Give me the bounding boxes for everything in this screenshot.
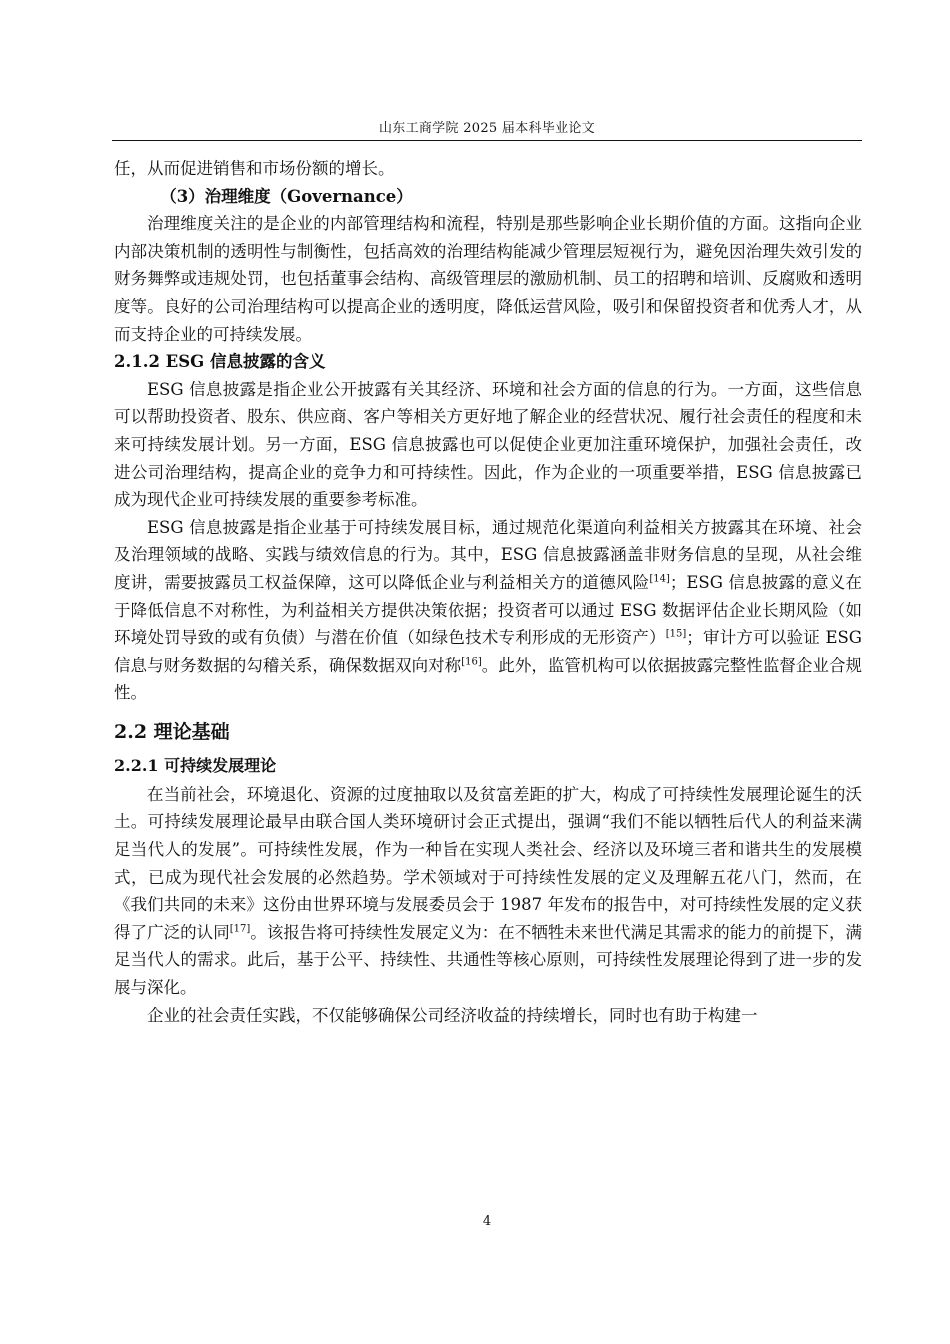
body-content: [114, 155, 862, 1029]
paragraph-sustainability-theory: [114, 781, 862, 1002]
text-segment: ；ESG 信息披露的意义在于降低信息不对称性，为利益相关方提供决策依据；投资者可以通过 ESG 数据评估企业长期风险（如环境处罚导致的或有负债）与潜在价值（如绿色技术专利形成的无形资产）: [114, 572, 863, 648]
header-rule: [112, 140, 862, 141]
citation-ref: [16]: [461, 656, 482, 668]
text-segment: ；审计方可以验证 ESG 信息与财务数据的勾稽关系，确保数据双向对称: [114, 628, 862, 675]
governance-subheading: （3）治理维度（Governance）: [160, 186, 413, 206]
citation-ref: [15]: [665, 628, 687, 640]
paragraph-esg-disclosure-1: ESG 信息披露是指企业公开披露有关其经济、环境和社会方面的信息的行为。一方面，这些信息可以帮助投资者、股东、供应商、客户等相关方更好地了解企业的经营状况、履行社会责任的程度和未来可持续发展计划。另一方面，ESG 信息披露也可以促使企业更加注重环境保护，加强社会责任，改进公司治理结构，提高企业的竞争力和可持续性。因此，作为企业的一项重要举措，ESG 信息披露已成为现代企业可持续发展的重要参考标准。: [114, 379, 862, 510]
text-segment: 在当前社会，环境退化、资源的过度抽取以及贫富差距的扩大，构成了可持续性发展理论诞生的沃土。可持续发展理论最早由联合国人类环境研讨会正式提出，强调“我们不能以牺牲后代人的利益来满足当代人的发展”。可持续性发展，作为一种旨在实现人类社会、经济以及环境三者和谐共生的发展模式，已成为现代社会发展的必然趋势。学术领域对于可持续性发展的定义及理解五花八门，然而，在《我们共同的未来》这份由世界环境与发展委员会于 1987 年发布的报告中，对可持续性发展的定义获得了广泛的认同: [114, 784, 862, 942]
citation-ref: [17]: [229, 923, 251, 935]
paragraph-governance: 治理维度关注的是企业的内部管理结构和流程，特别是那些影响企业长期价值的方面。这指向企业内部决策机制的透明性与制衡性，包括高效的治理结构能减少管理层短视行为，避免因治理失效引发的财务舞弊或违规处罚，也包括董事会结构、高级管理层的激励机制、员工的招聘和培训、反腐败和透明度等。良好的公司治理结构可以提高企业的透明度，降低运营风险，吸引和保留投资者和优秀人才，从而支持企业的可持续发展。: [114, 214, 862, 344]
text-segment: 。该报告将可持续性发展定义为：在不牺牲未来世代满足其需求的能力的前提下，满足当代人的需求。此后，基于公平、持续性、共通性等核心原则，可持续性发展理论得到了进一步的发展与深化。: [114, 922, 863, 998]
paragraph-csr-practice: 企业的社会责任实践，不仅能够确保公司经济收益的持续增长，同时也有助于构建一: [147, 1005, 758, 1025]
section-heading-2-2-1: 2.2.1 可持续发展理论: [114, 755, 277, 775]
text-segment: ESG 信息披露是指企业基于可持续发展目标，通过规范化渠道向利益相关方披露其在环境、社会及治理领域的战略、实践与绩效信息的行为。其中，ESG 信息披露涵盖非财务信息的呈现，从社会维度讲，需要披露员工权益保障，这可以降低企业与利益相关方的道德风险: [114, 517, 862, 592]
section-heading-2-2: 2.2 理论基础: [114, 720, 230, 743]
text-segment: 。此外，监管机构可以依据披露完整性监督企业合规性。: [114, 655, 863, 703]
running-header: 山东工商学院 2025 届本科毕业论文: [378, 121, 596, 136]
paragraph-esg-disclosure-2: [114, 514, 862, 707]
citation-ref: [14]: [649, 573, 670, 585]
page-number: 4: [482, 1214, 492, 1229]
paragraph-continuation: 任，从而促进销售和市场份额的增长。: [114, 159, 395, 178]
section-heading-2-1-2: 2.1.2 ESG 信息披露的含义: [114, 352, 326, 372]
